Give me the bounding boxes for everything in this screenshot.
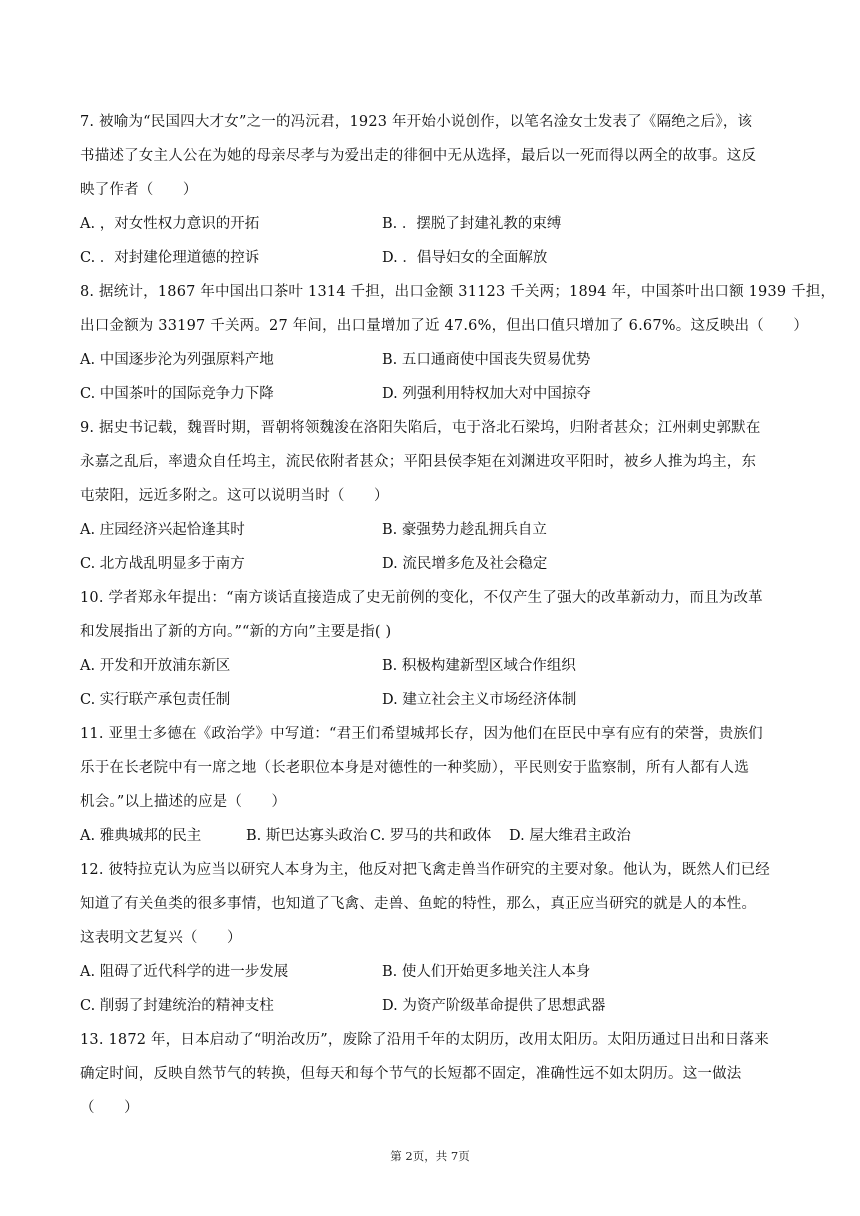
option-row bbox=[80, 549, 780, 583]
option-d: D. 为资产阶级革命提供了思想武器 bbox=[382, 998, 606, 1014]
option-b: B. 使人们开始更多地关注人本身 bbox=[382, 964, 591, 980]
question-9 bbox=[80, 413, 780, 583]
question-text-line: 13. 1872 年，日本启动了“明治改历”，废除了沿用千年的太阴历，改用太阳历。太阳历通过日出和日落来 bbox=[80, 1032, 769, 1048]
question-13 bbox=[80, 1025, 780, 1127]
option-row bbox=[80, 957, 780, 991]
question-text-line: 书描述了女主人公在为她的母亲尽孝与为爱出走的徘徊中无从选择，最后以一死而得以两全的故事。这反 bbox=[80, 148, 757, 164]
option-row bbox=[80, 379, 780, 413]
option-c: C. 北方战乱明显多于南方 bbox=[80, 556, 245, 572]
question-text-line: 11. 亚里士多德在《政治学》中写道：“君王们希望城邦长存，因为他们在臣民中享有应有的荣誉，贵族们 bbox=[80, 726, 763, 742]
question-text-line: 出口金额为 33197 千关两。27 年间，出口量增加了近 47.6%，但出口值只增加了 6.67%。这反映出（ ） bbox=[80, 318, 809, 334]
question-11 bbox=[80, 719, 780, 855]
option-b: B. ．摆脱了封建礼教的束缚 bbox=[382, 216, 562, 232]
question-text-line: 10. 学者郑永年提出：“南方谈话直接造成了史无前例的变化，不仅产生了强大的改革新动力，而且为改革 bbox=[80, 590, 763, 606]
option-a: A. ，对女性权力意识的开拓 bbox=[80, 216, 260, 232]
question-text-line: 8. 据统计，1867 年中国出口茶叶 1314 千担，出口金额 31123 千关两；1894 年，中国茶叶出口额 1939 千担， bbox=[80, 284, 836, 300]
question-text-line: 这表明文艺复兴（ ） bbox=[80, 930, 242, 946]
option-c: C. 罗马的共和政体 bbox=[370, 828, 492, 844]
option-row bbox=[80, 209, 780, 243]
option-a: A. 雅典城邦的民主 bbox=[80, 828, 202, 844]
question-text-line: 12. 彼特拉克认为应当以研究人本身为主，他反对把飞禽走兽当作研究的主要对象。他认为，既然人们已经 bbox=[80, 862, 770, 878]
page-footer: 第 2页，共 7页 bbox=[390, 1149, 470, 1163]
option-row bbox=[80, 651, 780, 685]
option-a: A. 庄园经济兴起恰逢其时 bbox=[80, 522, 245, 538]
option-b: B. 积极构建新型区域合作组织 bbox=[382, 658, 576, 674]
exam-page bbox=[80, 107, 836, 1127]
option-d: D. 建立社会主义市场经济体制 bbox=[382, 692, 577, 708]
option-c: C. ．对封建伦理道德的控诉 bbox=[80, 250, 260, 266]
option-row bbox=[80, 685, 780, 719]
question-text-line: （ ） bbox=[80, 1100, 139, 1116]
question-7 bbox=[80, 107, 780, 277]
option-a: A. 中国逐步沦为列强原料产地 bbox=[80, 352, 274, 368]
question-text-line: 和发展指出了新的方向。”“新的方向”主要是指( ) bbox=[80, 624, 392, 640]
question-text-line: 映了作者（ ） bbox=[80, 182, 198, 198]
option-a: A. 开发和开放浦东新区 bbox=[80, 658, 231, 674]
question-text-line: 机会。”以上描述的应是（ ） bbox=[80, 794, 287, 810]
question-text-line: 永嘉之乱后，率遗众自任坞主，流民依附者甚众；平阳县侯李矩在刘渊进攻平阳时，被乡人推为坞主，东 bbox=[80, 454, 757, 470]
option-d: D. ．倡导妇女的全面解放 bbox=[382, 250, 548, 266]
option-c: C. 中国茶叶的国际竞争力下降 bbox=[80, 386, 274, 402]
option-b: B. 豪强势力趁乱拥兵自立 bbox=[382, 522, 547, 538]
option-row bbox=[80, 991, 780, 1025]
option-d: D. 屋大维君主政治 bbox=[509, 828, 631, 844]
option-b: B. 五口通商使中国丧失贸易优势 bbox=[382, 352, 591, 368]
option-row bbox=[80, 515, 780, 549]
option-a: A. 阻碍了近代科学的进一步发展 bbox=[80, 964, 289, 980]
question-12 bbox=[80, 855, 780, 1025]
question-text-line: 乐于在长老院中有一席之地（长老职位本身是对德性的一种奖励），平民则安于监察制，所有人都有人选 bbox=[80, 760, 749, 776]
option-b: B. 斯巴达寡头政治 bbox=[246, 828, 368, 844]
option-d: D. 列强利用特权加大对中国掠夺 bbox=[382, 386, 591, 402]
option-d: D. 流民增多危及社会稳定 bbox=[382, 556, 548, 572]
question-text-line: 确定时间，反映自然节气的转换，但每天和每个节气的长短都不固定，准确性远不如太阴历。这一做法 bbox=[80, 1066, 742, 1082]
option-c: C. 削弱了封建统治的精神支柱 bbox=[80, 998, 274, 1014]
option-row bbox=[80, 243, 780, 277]
question-text-line: 7. 被喻为“民国四大才女”之一的冯沅君，1923 年开始小说创作，以笔名淦女士发表了《隔绝之后》，该 bbox=[80, 114, 753, 130]
question-text-line: 9. 据史书记载，魏晋时期，晋朝将领魏浚在洛阳失陷后，屯于洛北石梁坞，归附者甚众；江州刺史郭默在 bbox=[80, 420, 761, 436]
option-row bbox=[80, 821, 780, 855]
question-10 bbox=[80, 583, 780, 719]
question-8 bbox=[80, 277, 836, 413]
option-c: C. 实行联产承包责任制 bbox=[80, 692, 231, 708]
question-text-line: 知道了有关鱼类的很多事情，也知道了飞禽、走兽、鱼蛇的特性，那么，真正应当研究的就是人的本性。 bbox=[80, 896, 757, 912]
question-text-line: 屯荥阳，远近多附之。这可以说明当时（ ） bbox=[80, 488, 389, 504]
option-row bbox=[80, 345, 780, 379]
